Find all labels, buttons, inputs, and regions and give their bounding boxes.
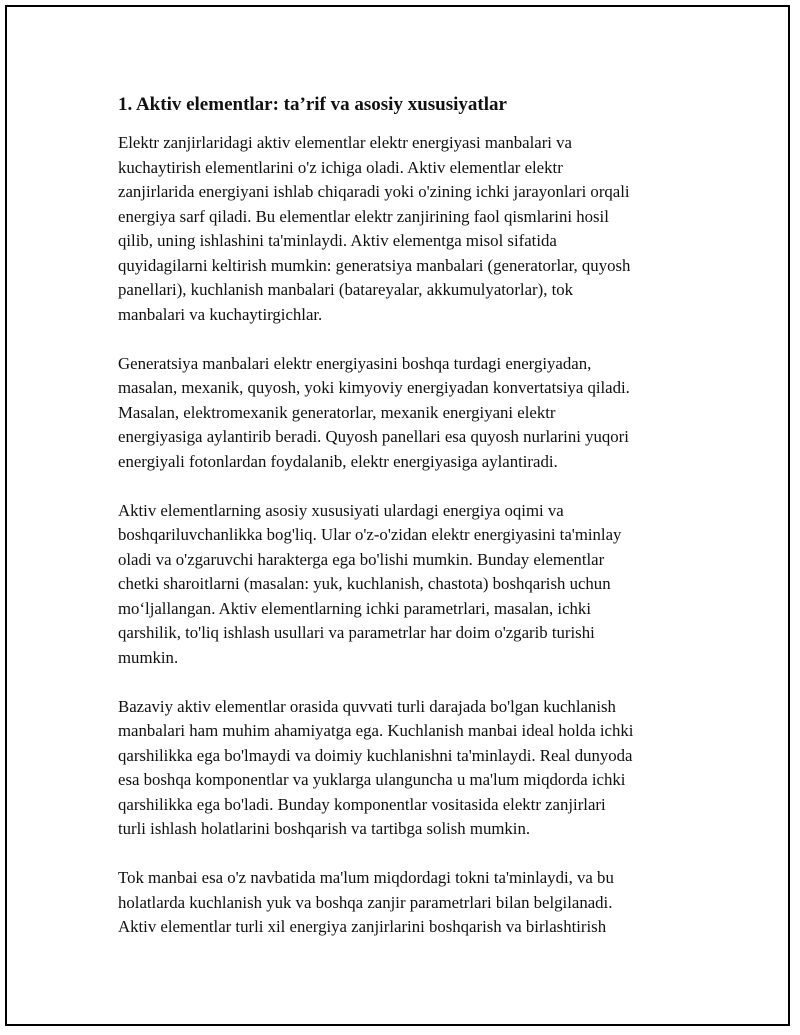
text-line: esa boshqa komponentlar va yuklarga ulanguncha u ma'lum miqdorda ichki <box>118 770 626 789</box>
text-line: qarshilikka ega bo'lmaydi va doimiy kuchlanishni ta'minlaydi. Real dunyoda <box>118 745 633 765</box>
paragraph-5 <box>118 866 698 940</box>
text-line: qilib, uning ishlashini ta'minlaydi. Aktiv elementga misol sifatida <box>118 231 557 250</box>
text-line: chetki sharoitlarni (masalan: yuk, kuchlanish, chastota) boshqarish uchun <box>118 574 611 593</box>
text-line: zanjirlarida energiyani ishlab chiqaradi yoki o'zining ichki jarayonlari orqali <box>118 182 630 201</box>
text-line: Masalan, elektromexanik generatorlar, mexanik energiyani elektr <box>118 402 556 422</box>
text-line: manbalari ham muhim ahamiyatga ega. Kuchlanish manbai ideal holda ichki <box>118 721 634 740</box>
text-line: energiyasiga aylantirib beradi. Quyosh panellari esa quyosh nurlarini yuqori <box>118 427 629 446</box>
text-line: Generatsiya manbalari elektr energiyasini boshqa turdagi energiyadan, <box>118 353 592 373</box>
text-line: energiyali fotonlardan foydalanib, elektr energiyasiga aylantiradi. <box>118 451 558 471</box>
text-line: mumkin. <box>118 647 179 667</box>
text-line: kuchaytirish elementlarini o'z ichiga oladi. Aktiv elementlar elektr <box>118 157 563 177</box>
text-line: qarshilikka ega bo'ladi. Bunday komponentlar vositasida elektr zanjirlari <box>118 794 606 814</box>
document-content <box>118 92 698 964</box>
text-line: boshqariluvchanlikka bog'liq. Ular o'z-o'zidan elektr energiyasini ta'minlay <box>118 525 622 544</box>
text-line: Elektr zanjirlaridagi aktiv elementlar elektr energiyasi manbalari va <box>118 133 572 152</box>
text-line: quyidagilarni keltirish mumkin: generatsiya manbalari (generatorlar, quyosh <box>118 255 631 275</box>
text-line: panellari), kuchlanish manbalari (batareyalar, akkumulyatorlar), tok <box>118 280 574 299</box>
paragraph-4 <box>118 695 698 842</box>
paragraph-3 <box>118 499 698 671</box>
text-line: energiya sarf qiladi. Bu elementlar elektr zanjirining faol qismlarini hosil <box>118 206 609 226</box>
text-line: qarshilik, to'liq ishlash usullari va parametrlar har doim o'zgarib turishi <box>118 623 595 642</box>
section-heading: 1. Aktiv elementlar: ta’rif va asosiy xususiyatlar <box>118 94 507 115</box>
paragraph-2 <box>118 352 698 475</box>
text-line: Bazaviy aktiv elementlar orasida quvvati turli darajada bo'lgan kuchlanish <box>118 696 616 716</box>
text-line: manbalari va kuchaytirgichlar. <box>118 304 323 324</box>
text-line: masalan, mexanik, quyosh, yoki kimyoviy energiyadan konvertatsiya qiladi. <box>118 378 630 397</box>
text-line: Aktiv elementlarning asosiy xususiyati ulardagi energiya oqimi va <box>118 500 564 520</box>
text-line: Aktiv elementlar turli xil energiya zanjirlarini boshqarish va birlashtirish <box>118 917 607 936</box>
text-line: mo‘ljallangan. Aktiv elementlarning ichki parametrlari, masalan, ichki <box>118 598 591 618</box>
paragraph-1 <box>118 131 698 327</box>
text-line: turli ishlash holatlarini boshqarish va tartibga solish mumkin. <box>118 819 531 838</box>
text-line: Tok manbai esa o'z navbatida ma'lum miqdordagi tokni ta'minlaydi, va bu <box>118 868 614 887</box>
text-line: holatlarda kuchlanish yuk va boshqa zanjir parametrlari bilan belgilanadi. <box>118 892 613 912</box>
text-line: oladi va o'zgaruvchi harakterga ega bo'lishi mumkin. Bunday elementlar <box>118 549 605 569</box>
